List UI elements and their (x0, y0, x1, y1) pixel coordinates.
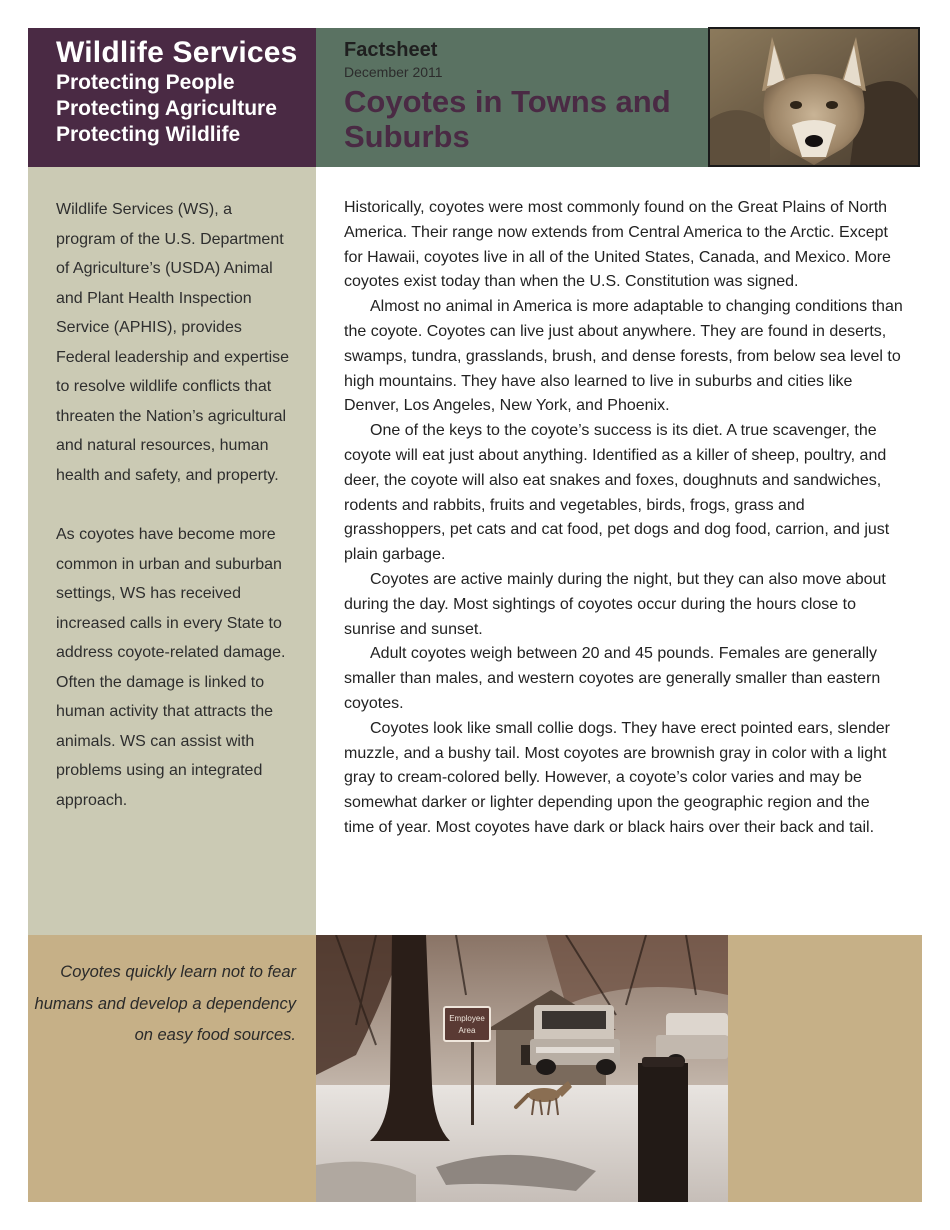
body-paragraph-activity: Coyotes are active mainly during the night, but they can also move about during the day. Most sightings of coyotes occur during the hours close to sunrise and sunset. (344, 570, 886, 638)
article-body (344, 196, 904, 841)
body-paragraph-range: Historically, coyotes were most commonly found on the Great Plains of North America. Their range now extends from Central America to the Arctic. Except for Hawaii, coyotes live in all of the United States, Canada, and Mexico. More coyotes exist today than when the U.S. Constitution was signed. (344, 199, 891, 291)
document-type-label: Factsheet (344, 39, 438, 61)
pull-quote: Coyotes quickly learn not to fear humans and develop a dependency on easy food sources. (34, 963, 296, 1044)
coyote-in-parking-lot-photo (316, 935, 728, 1202)
parking-lot-scene-illustration (316, 935, 728, 1202)
pickup-truck (530, 1005, 620, 1075)
body-paragraph-appearance: Coyotes look like small collie dogs. They have erect pointed ears, slender muzzle, and a bushy tail. Most coyotes are brownish gray in color with a light gray to cream-colored belly. However, a coyote’s color varies and may be somewhat darker or lighter depending upon the geographic region and the time of year. Most coyotes have dark or black hairs over their back and tail. (344, 719, 890, 836)
tagline-agriculture: Protecting Agriculture (56, 97, 277, 120)
title-banner (316, 28, 708, 167)
body-paragraph-diet: One of the keys to the coyote’s success is its diet. A true scavenger, the coyote will eat just about anything. Identified as a killer of sheep, poultry, and deer, the coyote will also eat snakes and foxes, doughnuts and sandwiches, rodents and rabbits, fruits and vegetables, birds, frogs, grass and grasshoppers, pet cats and cat food, pet dogs and dog food, carrion, and just plain garbage. (344, 422, 890, 564)
publication-date: December 2011 (344, 64, 443, 80)
coyote-portrait-illustration (710, 29, 918, 165)
sign-text-line-1: Employee (449, 1014, 485, 1023)
tagline-people: Protecting People (56, 71, 235, 94)
sidebar-coyote-services: As coyotes have become more common in urban and suburban settings, WS has received increased calls in every State to address coyote-related damage. Often the damage is linked to human activity that attracts the animals. WS can assist with problems using an integrated approach. (56, 526, 286, 809)
coyote-portrait-photo (708, 27, 920, 167)
page-title: Coyotes in Towns and Suburbs (344, 84, 671, 154)
agency-banner (28, 28, 316, 167)
agency-sidebar (28, 167, 316, 935)
sidebar-about-ws: Wildlife Services (WS), a program of the U.S. Department of Agriculture’s (USDA) Animal and Plant Health Inspection Service (APHIS), provides Federal leadership and expertise to resolve wildlife conflicts that threaten the Nation’s agricultural and natural resources, human health and safety, and property. (56, 201, 290, 484)
sign-text-line-2: Area (458, 1026, 476, 1035)
agency-name: Wildlife Services (56, 36, 298, 69)
body-paragraph-weight: Adult coyotes weigh between 20 and 45 pounds. Females are generally smaller than males, and western coyotes are generally smaller than eastern coyotes. (344, 645, 881, 712)
tagline-wildlife: Protecting Wildlife (56, 123, 241, 146)
body-paragraph-adaptability: Almost no animal in America is more adaptable to changing conditions than the coyote. Coyotes can live just about anywhere. They are found in deserts, swamps, tundra, grasslands, brush, and dense forests, from below sea level to high mountains. They have also learned to live in suburbs and cities like Denver, Los Angeles, New York, and Phoenix. (344, 298, 903, 415)
